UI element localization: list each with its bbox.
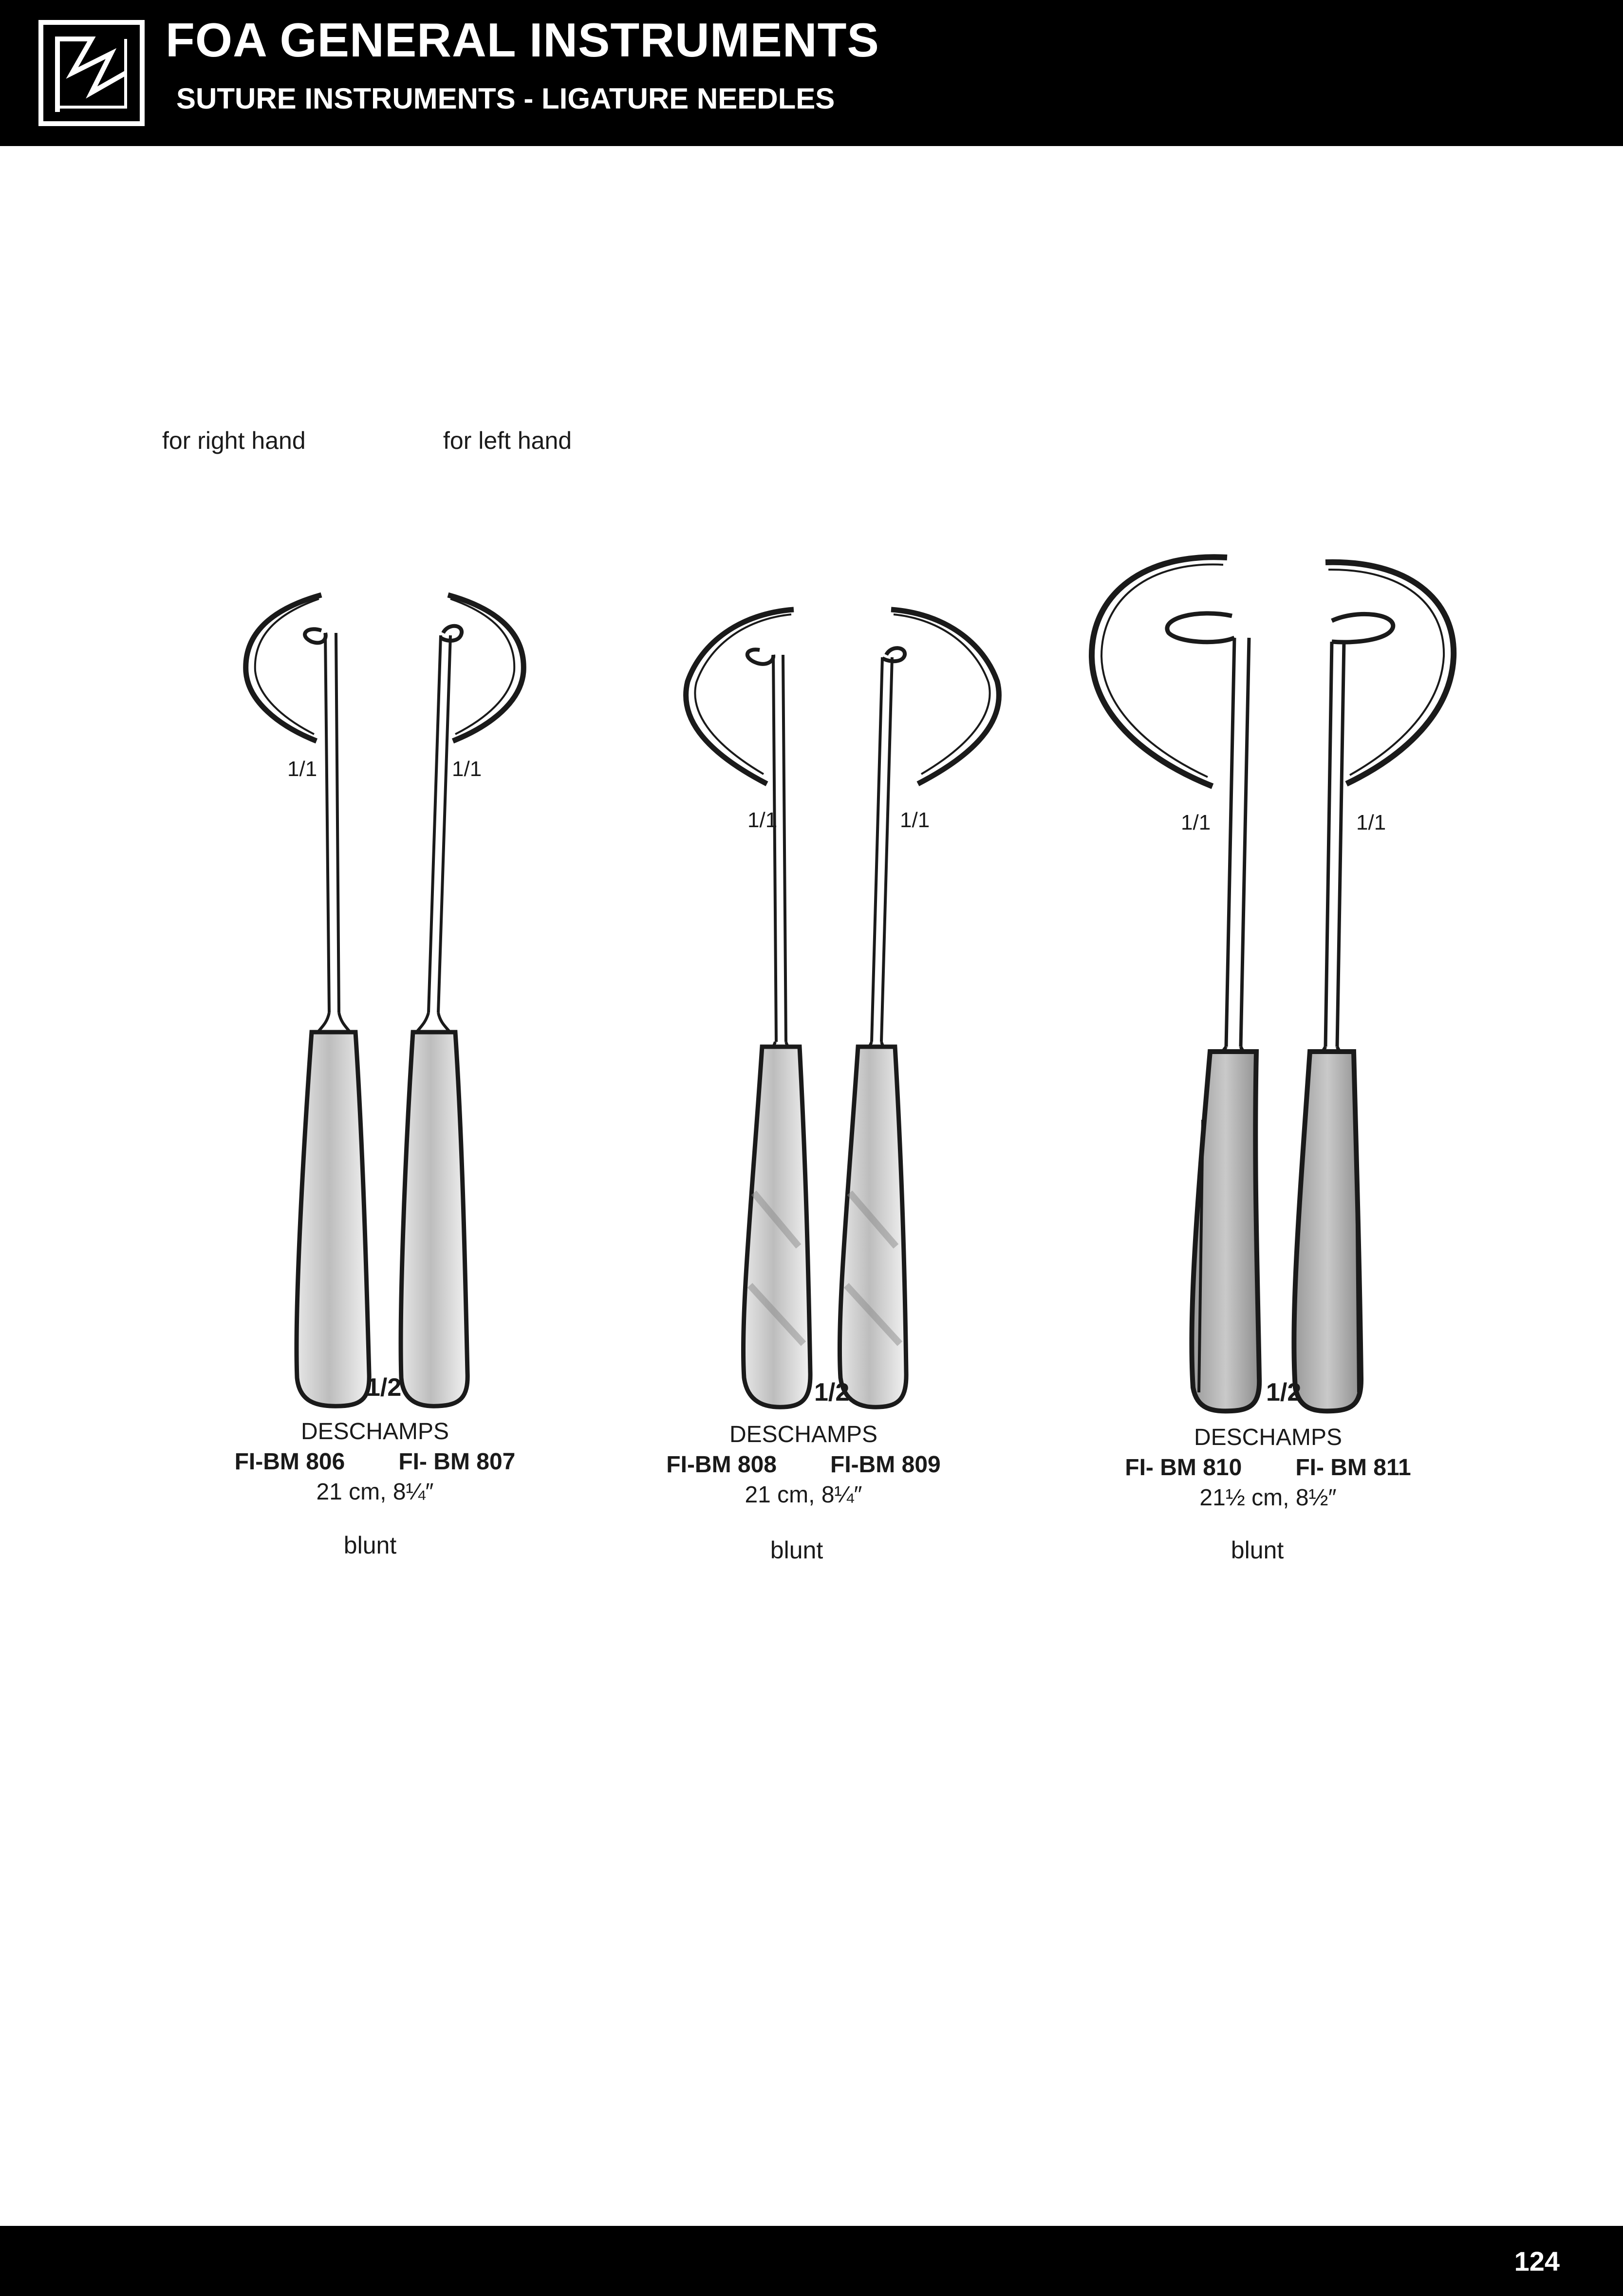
label-right-hand: for right hand xyxy=(162,427,306,454)
needle-fi-bm-808 xyxy=(686,610,810,1407)
scale-full-3a: 1/1 xyxy=(1181,811,1211,834)
group-1-size: 21 cm, 8¼″ xyxy=(316,1479,434,1505)
needle-fi-bm-806 xyxy=(246,595,369,1406)
group-2-size: 21 cm, 8¼″ xyxy=(745,1482,862,1508)
code-fi-bm-811: FI- BM 811 xyxy=(1295,1455,1411,1481)
scale-half-3: 1/2 xyxy=(1266,1378,1302,1407)
group-3-codes xyxy=(1098,1453,1438,1483)
group-3-info xyxy=(1098,1423,1438,1513)
code-fi-bm-808: FI-BM 808 xyxy=(666,1452,777,1478)
group-1-codes xyxy=(205,1447,545,1477)
needle-fi-bm-807 xyxy=(401,595,523,1406)
needle-fi-bm-811 xyxy=(1294,562,1454,1411)
group-3-size: 21½ cm, 8½″ xyxy=(1199,1485,1337,1511)
group-1-info xyxy=(205,1417,545,1507)
needle-fi-bm-809 xyxy=(839,610,999,1407)
group-2-info xyxy=(633,1420,974,1510)
group-1-name: DESCHAMPS xyxy=(300,1419,449,1444)
section-subtitle: SUTURE INSTRUMENTS - LIGATURE NEEDLES xyxy=(176,82,835,115)
code-fi-bm-809: FI-BM 809 xyxy=(830,1452,941,1478)
scale-full-1b: 1/1 xyxy=(452,757,482,781)
page-number: 124 xyxy=(1514,2246,1560,2277)
group-1-tip: blunt xyxy=(343,1532,397,1559)
code-fi-bm-810: FI- BM 810 xyxy=(1125,1455,1242,1481)
group-2-tip: blunt xyxy=(770,1537,823,1564)
scale-full-3b: 1/1 xyxy=(1356,811,1386,834)
code-fi-bm-806: FI-BM 806 xyxy=(234,1449,345,1475)
group-3-tip: blunt xyxy=(1231,1537,1284,1564)
group-2-name: DESCHAMPS xyxy=(729,1422,878,1447)
footer-band xyxy=(0,2226,1623,2296)
scale-full-2a: 1/1 xyxy=(747,808,778,832)
brand-title: FOA GENERAL INSTRUMENTS xyxy=(166,13,879,67)
scale-half-2: 1/2 xyxy=(814,1378,850,1407)
needle-fi-bm-810 xyxy=(1092,557,1259,1411)
scale-full-1a: 1/1 xyxy=(287,757,317,781)
group-3-name: DESCHAMPS xyxy=(1194,1425,1343,1450)
scale-half-1: 1/2 xyxy=(366,1373,402,1402)
scale-full-2b: 1/1 xyxy=(900,808,930,832)
code-fi-bm-807: FI- BM 807 xyxy=(398,1449,516,1475)
label-left-hand: for left hand xyxy=(443,427,572,454)
group-2-codes xyxy=(633,1450,974,1480)
